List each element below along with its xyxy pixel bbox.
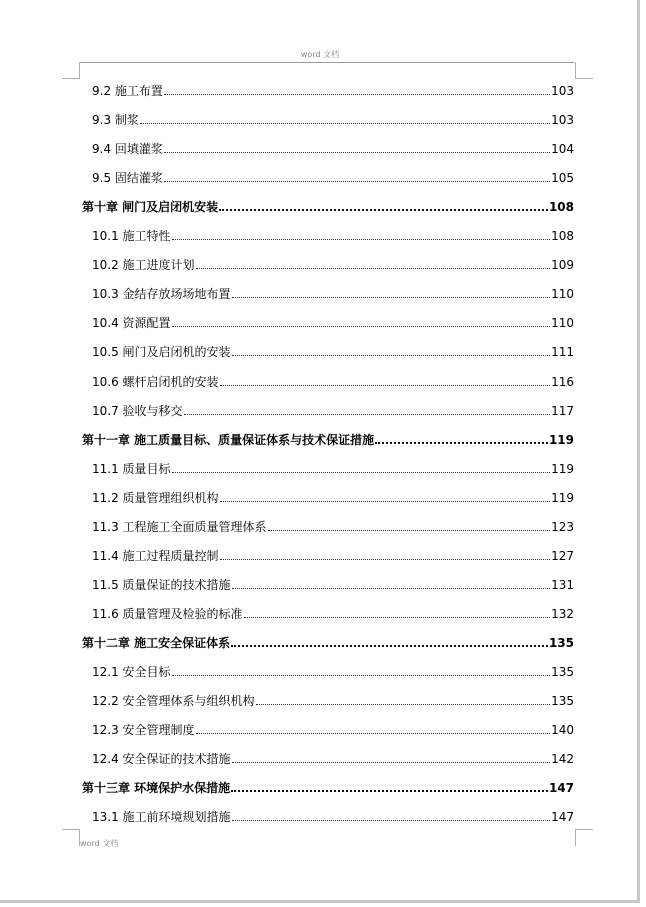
toc-entry-title: 9.5 固结灌浆 bbox=[92, 171, 163, 185]
toc-entry-page-number: 104 bbox=[551, 142, 574, 156]
toc-entry-page-number: 119 bbox=[548, 433, 574, 447]
crop-mark-top-left bbox=[62, 62, 80, 79]
toc-entry-title: 12.4 安全保证的技术措施 bbox=[92, 752, 231, 766]
toc-dot-leader bbox=[244, 617, 551, 618]
crop-mark-top-right bbox=[575, 62, 593, 79]
toc-entry-title: 9.4 回填灌浆 bbox=[92, 142, 163, 156]
toc-section-entry[interactable] bbox=[92, 518, 574, 534]
toc-dot-leader bbox=[220, 385, 551, 386]
toc-entry-page-number: 123 bbox=[551, 520, 574, 534]
toc-entry-page-number: 135 bbox=[551, 665, 574, 679]
toc-dot-leader bbox=[231, 645, 548, 647]
toc-dot-leader bbox=[196, 268, 551, 269]
crop-mark-bottom-left bbox=[62, 829, 80, 846]
toc-dot-leader bbox=[172, 239, 551, 240]
toc-dot-leader bbox=[232, 588, 551, 589]
toc-section-entry[interactable] bbox=[92, 576, 574, 592]
toc-dot-leader bbox=[220, 501, 551, 502]
toc-section-entry[interactable] bbox=[92, 373, 574, 389]
toc-dot-leader bbox=[219, 209, 548, 211]
toc-entry-page-number: 135 bbox=[551, 694, 574, 708]
toc-entry-title: 第十章 闸门及启闭机安装 bbox=[82, 200, 219, 214]
toc-dot-leader bbox=[164, 94, 550, 95]
toc-entry-page-number: 135 bbox=[548, 636, 574, 650]
toc-dot-leader bbox=[184, 414, 551, 415]
toc-entry-page-number: 147 bbox=[551, 810, 574, 824]
toc-entry-title: 第十三章 环境保护水保措施 bbox=[82, 781, 231, 795]
toc-entry-title: 11.3 工程施工全面质量管理体系 bbox=[92, 520, 267, 534]
toc-entry-page-number: 147 bbox=[548, 781, 574, 795]
toc-entry-page-number: 116 bbox=[551, 375, 574, 389]
toc-section-entry[interactable] bbox=[92, 750, 574, 766]
toc-entry-page-number: 142 bbox=[551, 752, 574, 766]
toc-entry-page-number: 117 bbox=[551, 404, 574, 418]
toc-entry-page-number: 127 bbox=[551, 549, 574, 563]
toc-dot-leader bbox=[164, 152, 550, 153]
toc-section-entry[interactable] bbox=[92, 82, 574, 98]
toc-entry-page-number: 119 bbox=[551, 491, 574, 505]
toc-dot-leader bbox=[232, 297, 551, 298]
toc-entry-title: 11.4 施工过程质量控制 bbox=[92, 549, 219, 563]
toc-section-entry[interactable] bbox=[92, 489, 574, 505]
toc-section-entry[interactable] bbox=[92, 285, 574, 301]
toc-section-entry[interactable] bbox=[92, 692, 574, 708]
crop-mark-bottom-right bbox=[575, 829, 593, 846]
toc-entry-page-number: 140 bbox=[551, 723, 574, 737]
toc-section-entry[interactable] bbox=[92, 140, 574, 156]
toc-section-entry[interactable] bbox=[92, 547, 574, 563]
toc-entry-title: 10.2 施工进度计划 bbox=[92, 258, 195, 272]
toc-section-entry[interactable] bbox=[92, 343, 574, 359]
toc-dot-leader bbox=[172, 326, 551, 327]
toc-entry-title: 第十二章 施工安全保证体系 bbox=[82, 636, 231, 650]
toc-entry-page-number: 119 bbox=[551, 462, 574, 476]
toc-dot-leader bbox=[232, 355, 551, 356]
page-header: word 文档 bbox=[300, 50, 340, 59]
toc-entry-page-number: 108 bbox=[548, 200, 574, 214]
toc-dot-leader bbox=[196, 733, 551, 734]
toc-entry-title: 11.6 质量管理及检验的标准 bbox=[92, 607, 243, 621]
toc-entry-page-number: 108 bbox=[551, 229, 574, 243]
toc-section-entry[interactable] bbox=[92, 605, 574, 621]
toc-section-entry[interactable] bbox=[92, 402, 574, 418]
toc-entry-title: 11.5 质量保证的技术措施 bbox=[92, 578, 231, 592]
page-footer: word 文档 bbox=[80, 839, 119, 848]
toc-entry-title: 10.4 资源配置 bbox=[92, 316, 171, 330]
toc-dot-leader bbox=[232, 762, 551, 763]
toc-entry-title: 10.5 闸门及启闭机的安装 bbox=[92, 345, 231, 359]
toc-section-entry[interactable] bbox=[92, 111, 574, 127]
toc-entry-page-number: 103 bbox=[551, 84, 574, 98]
toc-dot-leader bbox=[231, 790, 548, 792]
toc-section-entry[interactable] bbox=[92, 721, 574, 737]
toc-entry-title: 第十一章 施工质量目标、质量保证体系与技术保证措施 bbox=[82, 433, 375, 447]
toc-entry-title: 10.3 金结存放场场地布置 bbox=[92, 287, 231, 301]
toc-entry-title: 13.1 施工前环境规划措施 bbox=[92, 810, 231, 824]
toc-entry-title: 12.3 安全管理制度 bbox=[92, 723, 195, 737]
toc-entry-title: 9.2 施工布置 bbox=[92, 84, 163, 98]
toc-entry-page-number: 111 bbox=[551, 345, 574, 359]
toc-dot-leader bbox=[164, 181, 550, 182]
toc-section-entry[interactable] bbox=[92, 169, 574, 185]
toc-entry-page-number: 103 bbox=[551, 113, 574, 127]
toc-chapter-entry[interactable] bbox=[82, 198, 574, 214]
toc-entry-title: 9.3 制浆 bbox=[92, 113, 139, 127]
toc-dot-leader bbox=[256, 704, 551, 705]
toc-chapter-entry[interactable] bbox=[82, 634, 574, 650]
toc-section-entry[interactable] bbox=[92, 663, 574, 679]
toc-entry-title: 10.6 螺杆启闭机的安装 bbox=[92, 375, 219, 389]
toc-entry-title: 12.1 安全目标 bbox=[92, 665, 171, 679]
toc-entry-page-number: 132 bbox=[551, 607, 574, 621]
toc-entry-page-number: 110 bbox=[551, 316, 574, 330]
toc-entry-title: 10.1 施工特性 bbox=[92, 229, 171, 243]
toc-section-entry[interactable] bbox=[92, 256, 574, 272]
toc-chapter-entry[interactable] bbox=[82, 779, 574, 795]
toc-dot-leader bbox=[268, 530, 551, 531]
toc-section-entry[interactable] bbox=[92, 227, 574, 243]
toc-chapter-entry[interactable] bbox=[82, 431, 574, 447]
toc-section-entry[interactable] bbox=[92, 460, 574, 476]
toc-entry-page-number: 110 bbox=[551, 287, 574, 301]
toc-entry-page-number: 105 bbox=[551, 171, 574, 185]
toc-dot-leader bbox=[232, 820, 551, 821]
toc-entry-title: 11.2 质量管理组织机构 bbox=[92, 491, 219, 505]
toc-entry-title: 11.1 质量目标 bbox=[92, 462, 171, 476]
toc-entry-title: 10.7 验收与移交 bbox=[92, 404, 183, 418]
toc-dot-leader bbox=[172, 472, 551, 473]
toc-dot-leader bbox=[375, 442, 548, 444]
toc-entry-title: 12.2 安全管理体系与组织机构 bbox=[92, 694, 255, 708]
header-rule bbox=[80, 62, 574, 63]
toc-section-entry[interactable] bbox=[92, 314, 574, 330]
toc-entry-page-number: 109 bbox=[551, 258, 574, 272]
toc-entry-page-number: 131 bbox=[551, 578, 574, 592]
toc-dot-leader bbox=[220, 559, 551, 560]
toc-dot-leader bbox=[172, 675, 551, 676]
toc-dot-leader bbox=[140, 123, 550, 124]
toc-section-entry[interactable] bbox=[92, 808, 574, 824]
